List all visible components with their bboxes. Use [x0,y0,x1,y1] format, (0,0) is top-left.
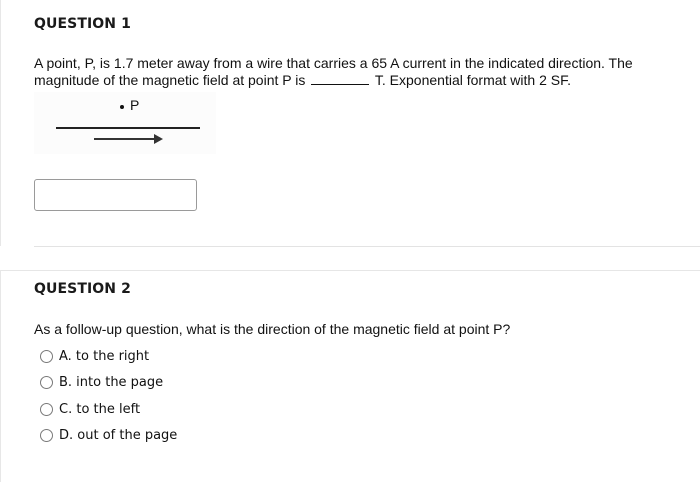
question-1-header: QUESTION 1 [34,16,131,32]
option-a[interactable] [40,343,177,370]
option-d[interactable] [40,423,177,450]
option-b[interactable] [40,370,177,397]
option-c[interactable] [40,396,177,423]
point-dot-icon [120,105,124,109]
question-1-text-before: A point, P, is 1.7 meter away from a wire that carries a 65 A current in the indicated direction. The magnitude of the magnetic field at point P is [34,55,633,88]
arrow-right-icon [154,134,163,144]
question-separator [0,254,700,271]
question-1-text [34,55,674,89]
question-1-text-after: T. Exponential format with 2 SF. [374,72,571,88]
radio-button-icon[interactable] [40,403,53,416]
question-divider [34,246,700,247]
answer-blank [311,72,369,85]
option-label[interactable]: B. into the page [59,375,164,391]
wire-diagram [34,92,216,154]
radio-button-icon[interactable] [40,429,53,442]
answer-input[interactable] [34,179,197,211]
radio-button-icon[interactable] [40,350,53,363]
radio-button-icon[interactable] [40,376,53,389]
wire-line [56,127,200,129]
option-label[interactable]: D. out of the page [59,428,178,444]
current-arrow-shaft [94,138,156,140]
option-label[interactable]: A. to the right [59,348,150,364]
question-2-header: QUESTION 2 [34,281,131,297]
option-label[interactable]: C. to the left [59,401,141,417]
question-2-text: As a follow-up question, what is the direction of the magnetic field at point P? [34,321,511,337]
answer-options [40,343,177,449]
point-label: P [130,97,140,113]
